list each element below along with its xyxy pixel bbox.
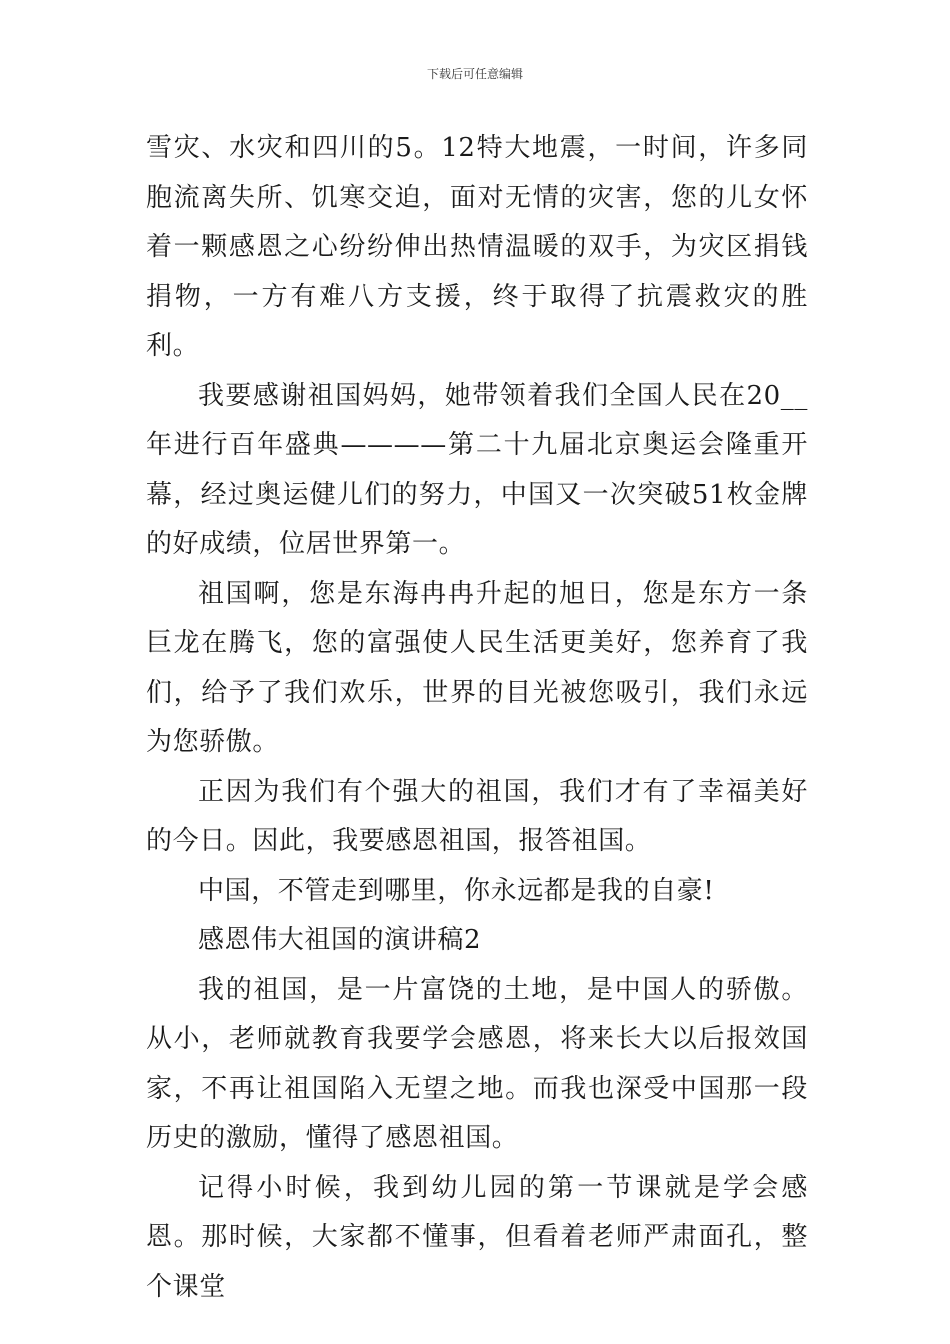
page-header: 下载后可任意编辑	[426, 67, 523, 81]
paragraph-praise-motherland: 祖国啊，您是东海冉冉升起的旭日，您是东方一条巨龙在腾飞，您的富强使人民生活更美好，您养育了我们，给予了我们欢乐，世界的目光被您吸引，我们永远为您骄傲。	[146, 578, 808, 757]
paragraph-kindergarten: 记得小时候，我到幼儿园的第一节课就是学会感恩。那时候，大家都不懂事，但看着老师严肃面孔，整个课堂	[146, 1172, 808, 1302]
paragraph-olympics: 我要感谢祖国妈妈，她带领着我们全国人民在20__年进行百年盛典————第二十九届北京奥运会隆重开幕，经过奥运健儿们的努力，中国又一次突破51枚金牌的好成绩，位居世界第一。	[146, 380, 808, 559]
paragraph-disaster-relief: 雪灾、水灾和四川的5。12特大地震，一时间，许多同胞流离失所、饥寒交迫，面对无情的灾害，您的儿女怀着一颗感恩之心纷纷伸出热情温暖的双手，为灾区捐钱捐物，一方有难八方支援，终于取得了抗震救灾的胜利。	[146, 133, 808, 361]
document-body	[146, 124, 808, 1312]
section-title: 感恩伟大祖国的演讲稿2	[198, 925, 482, 955]
paragraph-pride: 中国，不管走到哪里，你永远都是我的自豪!	[198, 875, 715, 906]
paragraph-gratitude: 正因为我们有个强大的祖国，我们才有了幸福美好的今日。因此，我要感恩祖国，报答祖国。	[146, 776, 808, 856]
paragraph-my-motherland: 我的祖国，是一片富饶的土地，是中国人的骄傲。从小，老师就教育我要学会感恩，将来长大以后报效国家，不再让祖国陷入无望之地。而我也深受中国那一段历史的激励，懂得了感恩祖国。	[146, 974, 808, 1153]
